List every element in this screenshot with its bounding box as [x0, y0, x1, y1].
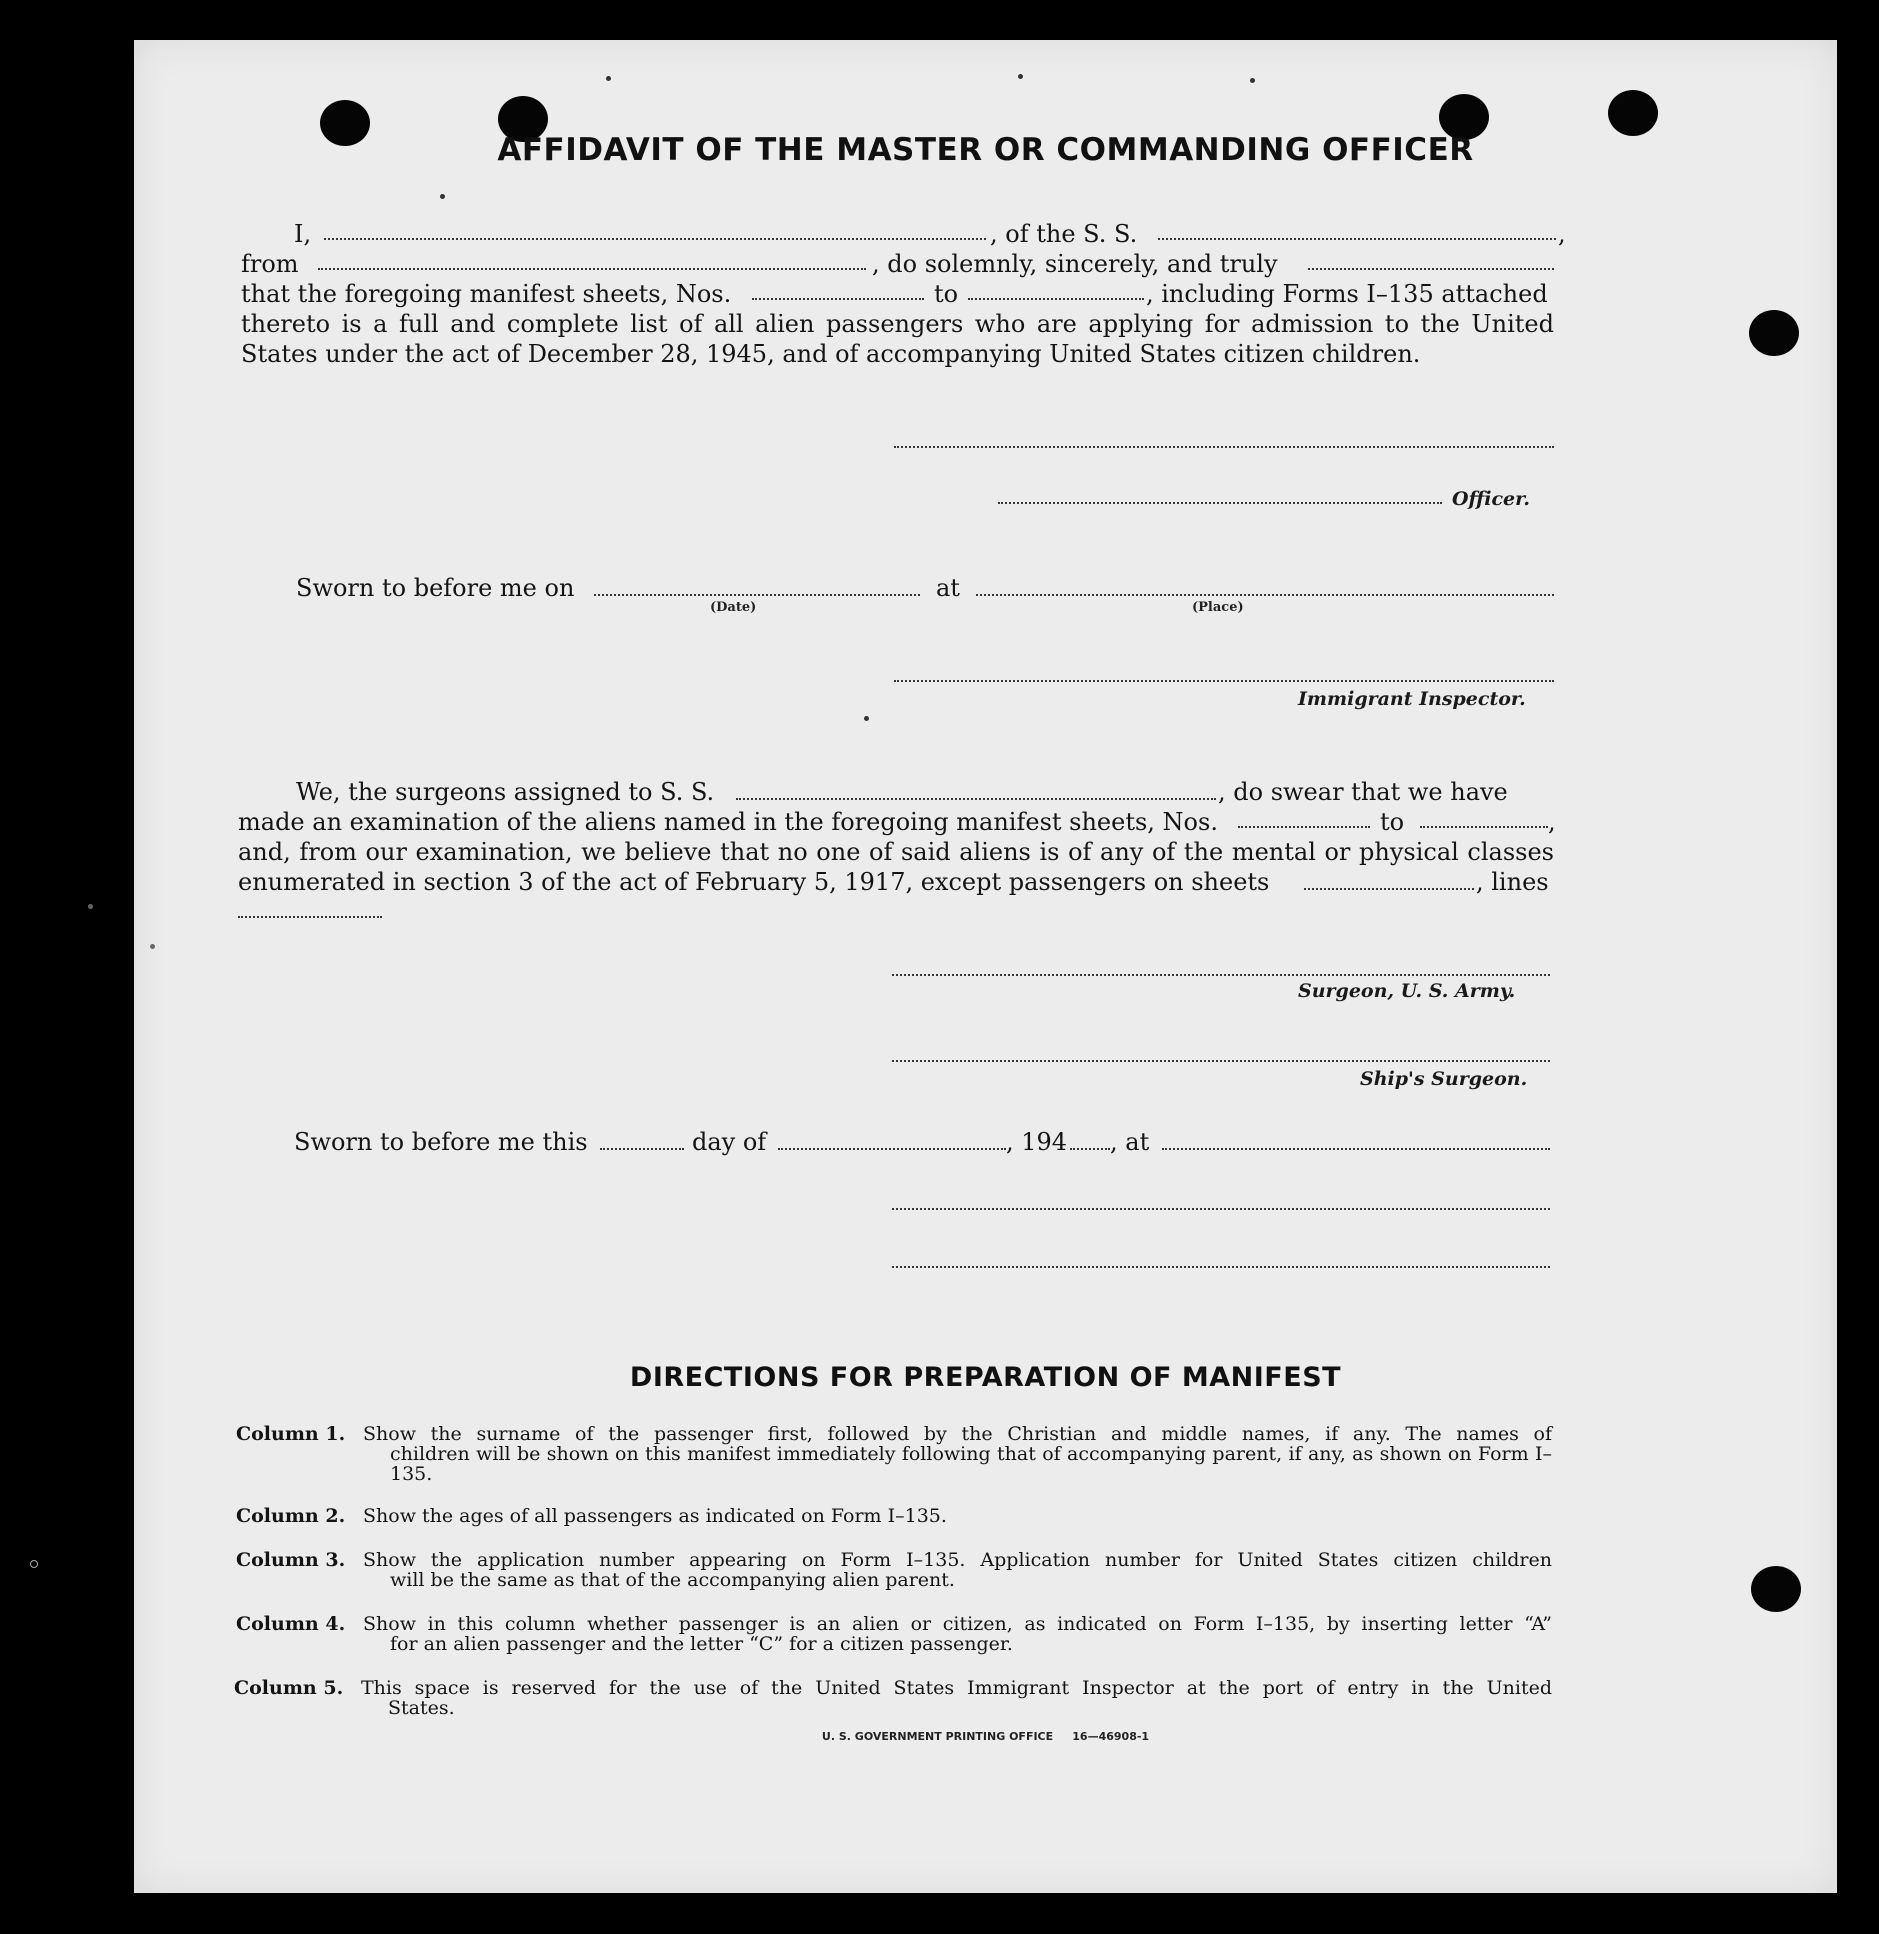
place-field[interactable] — [1162, 1148, 1550, 1150]
inspector-caption: Immigrant Inspector. — [1298, 688, 1526, 710]
ring-speck — [30, 1560, 38, 1568]
sworn-place-field[interactable] — [976, 594, 1554, 596]
direction-label: Column 1. — [236, 1423, 346, 1445]
sworn-text: Sworn to before me on — [296, 574, 575, 602]
official-signature-line[interactable] — [892, 1208, 1550, 1210]
directions-title: DIRECTIONS FOR PREPARATION OF MANIFEST — [629, 1362, 1342, 1393]
foregoing-text: that the foregoing manifest sheets, Nos. — [241, 280, 732, 308]
punch-hole — [1751, 1566, 1801, 1612]
day-of-text: day of — [692, 1128, 767, 1156]
year-text: , 194 — [1006, 1128, 1068, 1156]
printer-imprint: U. S. GOVERNMENT PRINTING OFFICE 16—46908-1 — [821, 1730, 1150, 1743]
speck — [150, 944, 155, 949]
sworn-date-field[interactable] — [594, 594, 920, 596]
speck — [440, 194, 445, 199]
officer-caption: Officer. — [1452, 488, 1531, 510]
inspector-signature-line[interactable] — [894, 680, 1554, 682]
ship-name-field[interactable] — [1158, 238, 1556, 240]
manifest-form-page — [134, 40, 1837, 1893]
declaration-field[interactable] — [1308, 268, 1554, 270]
direction-column-3 — [236, 1550, 1552, 1590]
direction-text-cont: children will be shown on this manifest immediately following that of accompanying parent, if any, as shown on Form I–135. — [390, 1443, 1552, 1485]
name-field[interactable] — [324, 238, 986, 240]
comma: , — [1558, 220, 1566, 248]
place-caption: (Place) — [1192, 600, 1244, 615]
direction-text-cont: States. — [388, 1697, 455, 1719]
speck — [864, 716, 869, 721]
exam-to-text: to — [1380, 808, 1405, 836]
sworn-this-text: Sworn to before me this — [294, 1128, 588, 1156]
lines-field[interactable] — [238, 916, 382, 918]
affidavit-i: I, — [294, 220, 312, 248]
year-field[interactable] — [1070, 1148, 1110, 1150]
direction-label: Column 2. — [236, 1505, 346, 1527]
direction-text: This space is reserved for the use of the United States Immigrant Inspector at the port of entry in the United — [361, 1677, 1552, 1699]
do-solemnly-text: , do solemnly, sincerely, and truly — [872, 250, 1278, 278]
punch-hole — [1749, 310, 1799, 356]
affidavit-line-4: thereto is a full and complete list of all alien passengers who are applying for admission to the United — [241, 310, 1554, 338]
direction-text-cont: will be the same as that of the accompanying alien parent. — [390, 1569, 955, 1591]
from-port-field[interactable] — [318, 268, 866, 270]
lines-text: , lines — [1476, 868, 1549, 896]
month-field[interactable] — [778, 1148, 1006, 1150]
do-swear-text: , do swear that we have — [1218, 778, 1508, 806]
direction-text: Show in this column whether passenger is an alien or citizen, as indicated on Form I–135, by inserting letter “A” — [363, 1613, 1552, 1635]
day-field[interactable] — [600, 1148, 684, 1150]
sheet-from-field[interactable] — [752, 298, 924, 300]
comma: , — [1548, 808, 1556, 836]
ship-surgeon-signature-line[interactable] — [892, 1060, 1550, 1062]
direction-column-5 — [234, 1678, 1552, 1718]
direction-text-cont: for an alien passenger and the letter “C” for a citizen passenger. — [390, 1633, 1013, 1655]
direction-text: Show the ages of all passengers as indicated on Form I–135. — [363, 1505, 947, 1527]
at-text: at — [936, 574, 960, 602]
officer-signature-line[interactable] — [998, 502, 1442, 504]
direction-column-4 — [236, 1614, 1552, 1654]
exam-sheet-from-field[interactable] — [1238, 826, 1370, 828]
army-surgeon-signature-line[interactable] — [892, 974, 1550, 976]
direction-label: Column 3. — [236, 1549, 346, 1571]
made-exam-text: made an examination of the aliens named in the foregoing manifest sheets, Nos. — [238, 808, 1218, 836]
speck — [88, 904, 93, 909]
surgeons-line-3: and, from our examination, we believe that no one of said aliens is of any of the mental or physical classes — [238, 838, 1554, 866]
surgeons-text: We, the surgeons assigned to S. S. — [296, 778, 715, 806]
official-title-line[interactable] — [892, 1266, 1550, 1268]
master-signature-line[interactable] — [894, 446, 1554, 448]
direction-label: Column 5. — [234, 1677, 344, 1699]
surgeon-ship-field[interactable] — [736, 798, 1216, 800]
from-text: from — [241, 250, 299, 278]
at-text: , at — [1110, 1128, 1150, 1156]
affidavit-title: AFFIDAVIT OF THE MASTER OR COMMANDING OFFICER — [497, 132, 1474, 168]
speck — [1018, 74, 1023, 79]
enumerated-text: enumerated in section 3 of the act of February 5, 1917, except passengers on sheets — [238, 868, 1270, 896]
except-sheets-field[interactable] — [1304, 888, 1474, 890]
ship-surgeon-caption: Ship's Surgeon. — [1360, 1068, 1528, 1090]
punch-hole — [1608, 90, 1658, 136]
exam-sheet-to-field[interactable] — [1420, 826, 1548, 828]
sheet-to-field[interactable] — [968, 298, 1144, 300]
of-the-ss-text: , of the S. S. — [990, 220, 1138, 248]
affidavit-line-5: States under the act of December 28, 1945, and of accompanying United States citizen children. — [241, 340, 1421, 368]
direction-column-1 — [236, 1424, 1552, 1484]
direction-label: Column 4. — [236, 1613, 346, 1635]
date-caption: (Date) — [710, 600, 757, 615]
to-text: to — [934, 280, 959, 308]
direction-text: Show the application number appearing on Form I–135. Application number for United States citizen children — [363, 1549, 1552, 1571]
direction-column-2 — [236, 1506, 1552, 1530]
direction-text: Show the surname of the passenger first, followed by the Christian and middle names, if any. The names of — [363, 1423, 1552, 1445]
army-surgeon-caption: Surgeon, U. S. Army. — [1298, 980, 1516, 1002]
speck — [606, 76, 611, 81]
including-text: , including Forms I–135 attached — [1146, 280, 1548, 308]
speck — [1250, 78, 1255, 83]
